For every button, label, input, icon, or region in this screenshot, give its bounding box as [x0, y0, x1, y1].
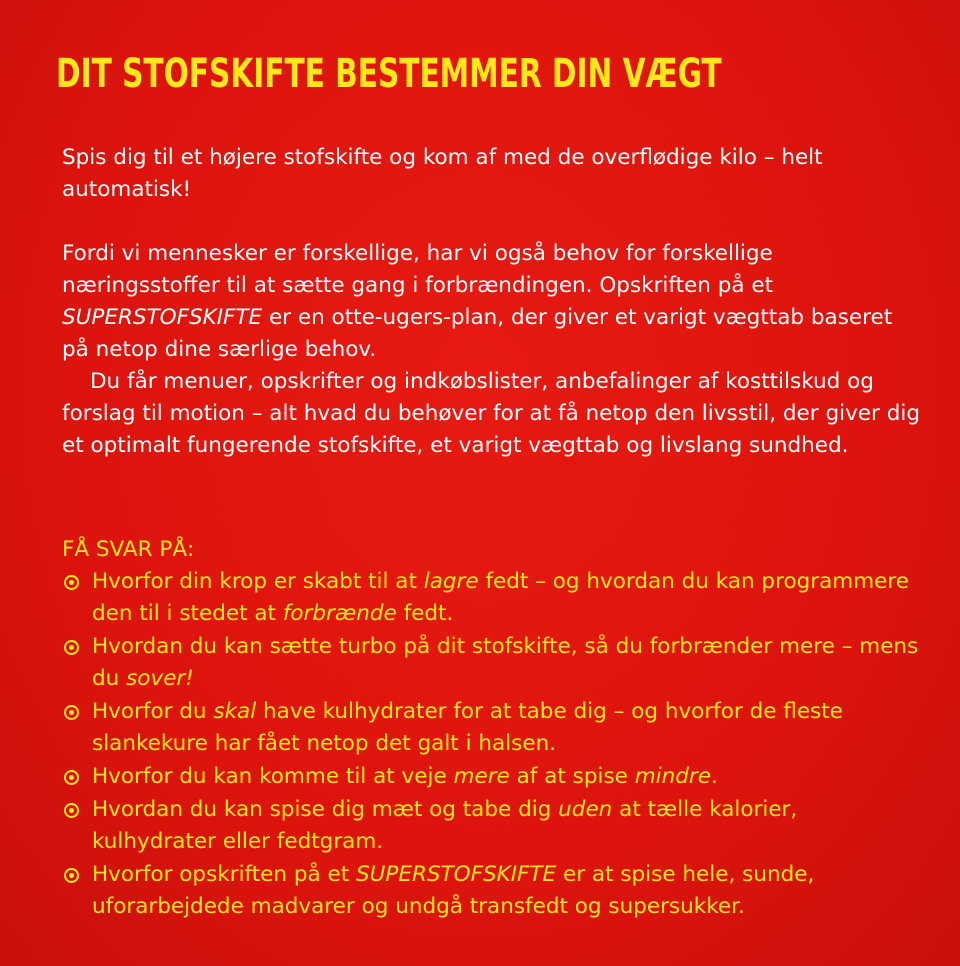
paragraph-1: [62, 238, 922, 366]
bullseye-icon: [64, 868, 79, 883]
emphasis: mere: [453, 764, 510, 789]
emphasis: SUPERSTOFSKIFTE: [62, 305, 263, 330]
list-item: [62, 794, 922, 858]
text: have kulhydrater for at tabe dig – og hvorfor de fleste slankekure har fået netop det galt i halsen.: [92, 699, 843, 756]
text: er at spise hele, sunde, uforarbejdede madvarer og undgå transfedt og supersukker.: [92, 862, 815, 919]
text: Hvorfor du: [92, 699, 214, 724]
emphasis: mindre: [634, 764, 711, 789]
text: at tælle kalorier, kulhydrater eller fedtgram.: [92, 797, 798, 854]
emphasis: skal: [213, 699, 257, 724]
paragraph-2: Du får menuer, opskrifter og indkøbslister, anbefalinger af kosttilskud og forslag til motion – alt hvad du behøver for at få netop den livsstil, der giver dig et optimalt fungerende stofskifte, et varigt vægttab og livslang sundhed.: [62, 369, 920, 458]
bullseye-icon: [64, 803, 79, 818]
page-title: DIT STOFSKIFTE BESTEMMER DIN VÆGT: [56, 51, 722, 97]
text: Fordi vi mennesker er forskellige, har vi også behov for forskellige næringsstoffer til at sætte gang i forbrændingen. Opskriften på et: [62, 241, 774, 298]
text: er en otte-ugers-plan, der giver et varigt vægttab baseret på netop dine særlige behov.: [62, 305, 893, 362]
body-text: [62, 142, 922, 462]
text: .: [710, 764, 718, 789]
text: fedt.: [396, 601, 454, 626]
section-heading: FÅ SVAR PÅ:: [62, 537, 195, 562]
bullseye-icon: [64, 705, 79, 720]
bullet-list: [62, 566, 922, 924]
bullseye-icon: [64, 575, 79, 590]
text: Hvorfor opskriften på et: [92, 862, 357, 887]
text: Hvordan du kan sætte turbo på dit stofskifte, så du forbrænder mere – mens du: [92, 634, 919, 691]
list-item: [62, 566, 922, 630]
text: fedt – og hvordan du kan programmere den til i stedet at: [92, 569, 909, 626]
list-item: [62, 696, 922, 760]
emphasis: uden: [558, 797, 613, 822]
intro-paragraph: Spis dig til et højere stofskifte og kom af med de overflødige kilo – helt automatisk!: [62, 145, 823, 202]
list-item: [62, 761, 922, 793]
text: af at spise: [509, 764, 635, 789]
emphasis: sover!: [126, 666, 194, 691]
bullseye-icon: [64, 770, 79, 785]
list-item: [62, 631, 922, 695]
text: Hvorfor din krop er skabt til at: [92, 569, 424, 594]
text: Hvorfor du kan komme til at veje: [92, 764, 454, 789]
text: Hvordan du kan spise dig mæt og tabe dig: [92, 797, 559, 822]
emphasis: lagre: [423, 569, 479, 594]
emphasis: SUPERSTOFSKIFTE: [356, 862, 557, 887]
list-item: [62, 859, 922, 923]
emphasis: forbrænde: [282, 601, 397, 626]
bullseye-icon: [64, 640, 79, 655]
